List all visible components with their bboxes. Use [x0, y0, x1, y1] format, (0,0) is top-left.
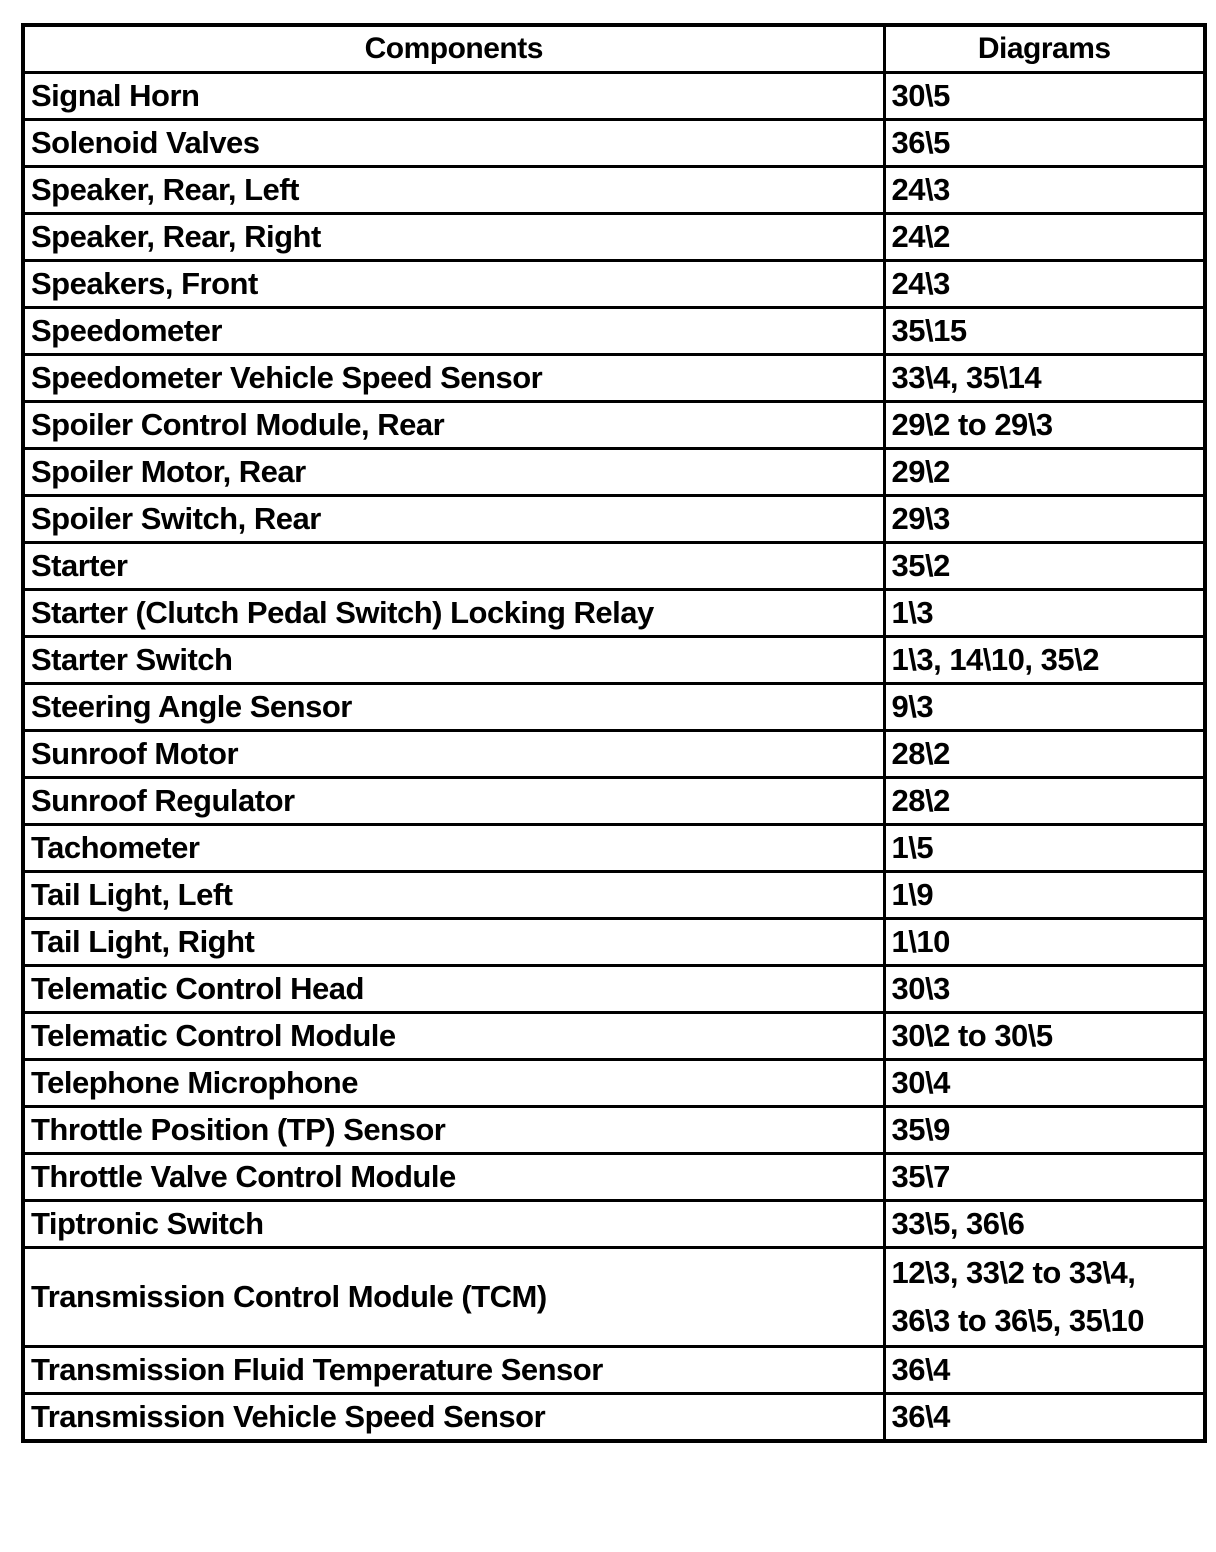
table-row — [23, 1201, 1205, 1248]
table-row — [23, 919, 1205, 966]
diagrams-cell: 29\3 — [884, 496, 1205, 543]
component-cell: Transmission Control Module (TCM) — [23, 1248, 884, 1347]
table-row — [23, 449, 1205, 496]
component-cell: Throttle Position (TP) Sensor — [23, 1107, 884, 1154]
component-cell: Tiptronic Switch — [23, 1201, 884, 1248]
table-row — [23, 1347, 1205, 1394]
diagrams-cell: 36\4 — [884, 1394, 1205, 1442]
component-cell: Speedometer — [23, 308, 884, 355]
component-cell: Speakers, Front — [23, 261, 884, 308]
component-cell: Speaker, Rear, Left — [23, 167, 884, 214]
table-row — [23, 731, 1205, 778]
diagrams-cell: 30\4 — [884, 1060, 1205, 1107]
diagrams-cell: 30\5 — [884, 73, 1205, 120]
diagrams-cell: 35\7 — [884, 1154, 1205, 1201]
component-cell: Speedometer Vehicle Speed Sensor — [23, 355, 884, 402]
table-row — [23, 261, 1205, 308]
component-cell: Signal Horn — [23, 73, 884, 120]
component-cell: Speaker, Rear, Right — [23, 214, 884, 261]
diagrams-cell: 9\3 — [884, 684, 1205, 731]
table-row — [23, 1013, 1205, 1060]
diagrams-cell: 28\2 — [884, 731, 1205, 778]
table-row — [23, 120, 1205, 167]
diagrams-cell: 30\3 — [884, 966, 1205, 1013]
diagrams-cell: 1\3, 14\10, 35\2 — [884, 637, 1205, 684]
diagrams-cell: 28\2 — [884, 778, 1205, 825]
table-row — [23, 637, 1205, 684]
component-cell: Steering Angle Sensor — [23, 684, 884, 731]
diagrams-cell: 36\4 — [884, 1347, 1205, 1394]
component-cell: Throttle Valve Control Module — [23, 1154, 884, 1201]
component-cell: Starter Switch — [23, 637, 884, 684]
diagrams-cell: 30\2 to 30\5 — [884, 1013, 1205, 1060]
table-row — [23, 543, 1205, 590]
component-cell: Starter (Clutch Pedal Switch) Locking Relay — [23, 590, 884, 637]
table-row — [23, 73, 1205, 120]
table-row — [23, 167, 1205, 214]
component-cell: Sunroof Regulator — [23, 778, 884, 825]
table-row — [23, 1107, 1205, 1154]
diagrams-cell: 24\2 — [884, 214, 1205, 261]
table-body — [23, 73, 1205, 1442]
table-row — [23, 872, 1205, 919]
table-row — [23, 308, 1205, 355]
diagrams-cell: 35\15 — [884, 308, 1205, 355]
table-row — [23, 1248, 1205, 1347]
table-row — [23, 778, 1205, 825]
diagrams-cell: 33\5, 36\6 — [884, 1201, 1205, 1248]
component-cell: Tail Light, Right — [23, 919, 884, 966]
table-row — [23, 1154, 1205, 1201]
component-cell: Solenoid Valves — [23, 120, 884, 167]
table-row — [23, 496, 1205, 543]
table-row — [23, 590, 1205, 637]
component-cell: Spoiler Switch, Rear — [23, 496, 884, 543]
header-diagrams: Diagrams — [884, 25, 1205, 73]
component-cell: Telematic Control Head — [23, 966, 884, 1013]
table-row — [23, 214, 1205, 261]
component-cell: Spoiler Motor, Rear — [23, 449, 884, 496]
component-cell: Transmission Fluid Temperature Sensor — [23, 1347, 884, 1394]
component-cell: Spoiler Control Module, Rear — [23, 402, 884, 449]
diagrams-cell: 29\2 — [884, 449, 1205, 496]
diagrams-cell: 1\5 — [884, 825, 1205, 872]
diagrams-cell: 24\3 — [884, 167, 1205, 214]
diagrams-cell: 35\2 — [884, 543, 1205, 590]
table-row — [23, 684, 1205, 731]
table-row — [23, 966, 1205, 1013]
diagrams-cell: 1\10 — [884, 919, 1205, 966]
diagrams-cell: 36\5 — [884, 120, 1205, 167]
table-row — [23, 355, 1205, 402]
component-cell: Sunroof Motor — [23, 731, 884, 778]
diagrams-cell: 33\4, 35\14 — [884, 355, 1205, 402]
table-row — [23, 1060, 1205, 1107]
table-row — [23, 402, 1205, 449]
table-row — [23, 825, 1205, 872]
diagrams-cell: 29\2 to 29\3 — [884, 402, 1205, 449]
diagrams-cell: 35\9 — [884, 1107, 1205, 1154]
component-cell: Telematic Control Module — [23, 1013, 884, 1060]
diagrams-cell: 1\3 — [884, 590, 1205, 637]
component-cell: Tail Light, Left — [23, 872, 884, 919]
component-cell: Telephone Microphone — [23, 1060, 884, 1107]
diagrams-cell: 24\3 — [884, 261, 1205, 308]
component-cell: Starter — [23, 543, 884, 590]
component-cell: Tachometer — [23, 825, 884, 872]
header-row — [23, 25, 1205, 73]
diagrams-cell: 1\9 — [884, 872, 1205, 919]
table-row — [23, 1394, 1205, 1442]
components-diagrams-table — [21, 23, 1207, 1443]
diagrams-cell: 12\3, 33\2 to 33\4, 36\3 to 36\5, 35\10 — [884, 1248, 1205, 1347]
header-components: Components — [23, 25, 884, 73]
component-cell: Transmission Vehicle Speed Sensor — [23, 1394, 884, 1442]
